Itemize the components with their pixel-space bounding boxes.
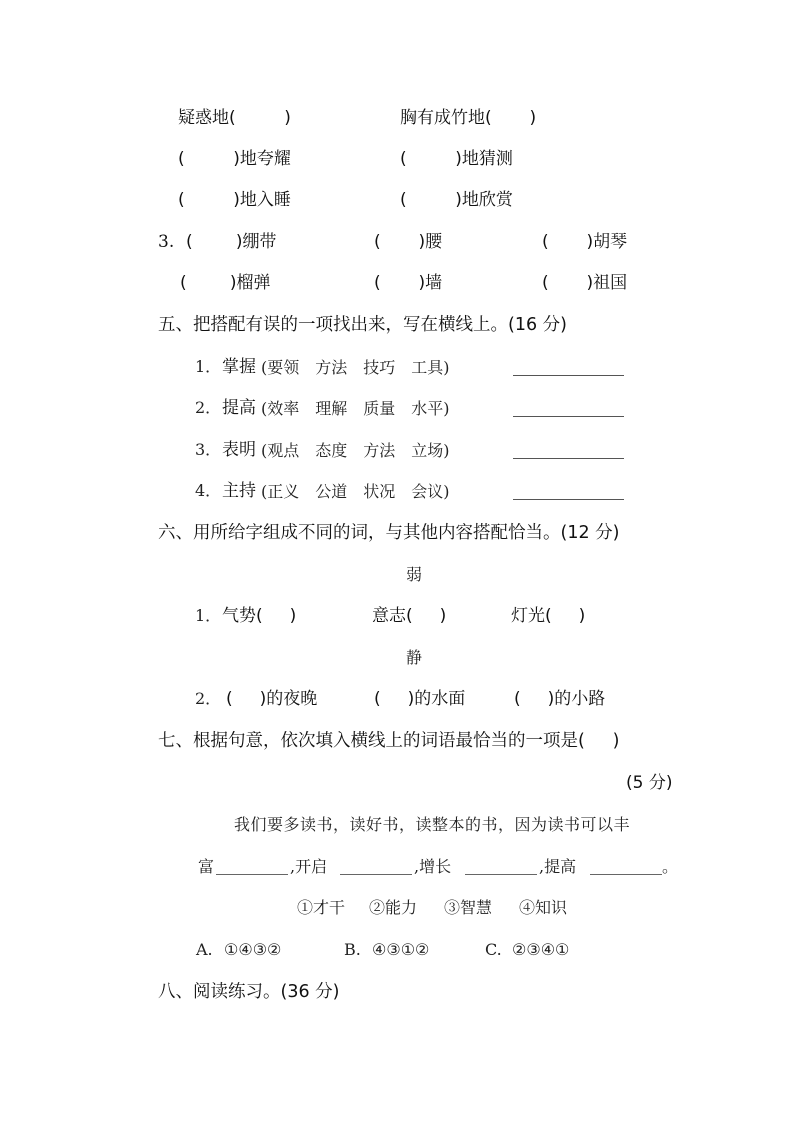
choice-label: B. bbox=[344, 940, 361, 959]
item-number: 1． bbox=[195, 357, 222, 376]
section-heading[interactable]: 七、根据句意，依次填入横线上的词语最恰当的一项是( ) bbox=[158, 731, 620, 751]
item-options: (效率 理解 质量 水平) bbox=[261, 399, 450, 418]
item-number: 2． bbox=[195, 689, 222, 708]
word-bank-item: ③智慧 bbox=[444, 898, 493, 917]
passage-word: ,增长 bbox=[414, 857, 452, 876]
item-number: 3． bbox=[195, 440, 222, 459]
item-number: 1． bbox=[195, 606, 222, 625]
section-heading: 六、用所给字组成不同的词，与其他内容搭配恰当。(12 分) bbox=[158, 523, 620, 543]
fill-item[interactable]: 疑惑地( ) bbox=[178, 108, 291, 128]
word-bank-item: ②能力 bbox=[369, 898, 418, 917]
passage-blank[interactable] bbox=[465, 874, 537, 875]
fill-item[interactable]: ( )腰 bbox=[374, 232, 443, 252]
item-word: 掌握 bbox=[222, 357, 256, 377]
passage-blank[interactable] bbox=[216, 874, 288, 875]
question-number: 3. bbox=[158, 232, 175, 252]
section-heading: 五、把搭配有误的一项找出来，写在横线上。(16 分) bbox=[158, 315, 567, 335]
passage-line: 我们要多读书，读好书，读整本的书，因为读书可以丰 bbox=[234, 815, 631, 834]
fill-item[interactable]: ( )地入睡 bbox=[178, 190, 291, 210]
fill-item[interactable]: 灯光( ) bbox=[511, 606, 586, 626]
passage-word: 。 bbox=[662, 857, 679, 876]
fill-item[interactable]: ( )地夸耀 bbox=[178, 149, 291, 169]
item-options: (要领 方法 技巧 工具) bbox=[261, 358, 450, 377]
passage-word: ,开启 bbox=[290, 857, 328, 876]
choice-label: A. bbox=[196, 940, 213, 959]
fill-item[interactable]: ( )的小路 bbox=[514, 689, 606, 709]
score-label: (5 分) bbox=[626, 773, 673, 793]
item-options: (观点 态度 方法 立场) bbox=[261, 441, 450, 460]
fill-item[interactable]: ( )的水面 bbox=[374, 689, 466, 709]
word-bank-item: ④知识 bbox=[519, 898, 568, 917]
fill-item[interactable]: ( )榴弹 bbox=[180, 273, 271, 293]
fill-item[interactable]: ( )祖国 bbox=[542, 273, 628, 293]
fill-item[interactable]: ( )地欣赏 bbox=[400, 190, 513, 210]
choice-value: ④③①② bbox=[372, 940, 430, 959]
fill-item[interactable]: ( )地猜测 bbox=[400, 149, 513, 169]
fill-item[interactable]: ( )绷带 bbox=[186, 232, 277, 252]
passage-blank[interactable] bbox=[340, 874, 412, 875]
given-character: 静 bbox=[406, 648, 423, 667]
fill-item[interactable]: ( )胡琴 bbox=[542, 232, 628, 252]
item-word: 主持 bbox=[222, 481, 256, 501]
answer-blank[interactable] bbox=[513, 499, 624, 500]
fill-item[interactable]: 气势( ) bbox=[222, 606, 297, 626]
item-number: 2． bbox=[195, 398, 222, 417]
answer-blank[interactable] bbox=[513, 416, 624, 417]
passage-word: ,提高 bbox=[539, 857, 577, 876]
passage-blank[interactable] bbox=[590, 874, 662, 875]
item-word: 表明 bbox=[222, 440, 256, 460]
word-bank-item: ①才干 bbox=[297, 898, 346, 917]
passage-word: 富 bbox=[198, 857, 215, 876]
answer-blank[interactable] bbox=[513, 375, 624, 376]
answer-blank[interactable] bbox=[513, 458, 624, 459]
item-word: 提高 bbox=[222, 398, 256, 418]
choice-label: C. bbox=[485, 940, 502, 959]
choice-value: ②③④① bbox=[512, 940, 570, 959]
fill-item[interactable]: 胸有成竹地( ) bbox=[400, 108, 537, 128]
given-character: 弱 bbox=[406, 565, 423, 584]
fill-item[interactable]: 意志( ) bbox=[372, 606, 447, 626]
section-heading: 八、阅读练习。(36 分) bbox=[158, 982, 340, 1002]
fill-item[interactable]: ( )墙 bbox=[374, 273, 443, 293]
item-options: (正义 公道 状况 会议) bbox=[261, 482, 450, 501]
choice-value: ①④③② bbox=[224, 940, 282, 959]
fill-item[interactable]: ( )的夜晚 bbox=[226, 689, 318, 709]
item-number: 4． bbox=[195, 481, 222, 500]
